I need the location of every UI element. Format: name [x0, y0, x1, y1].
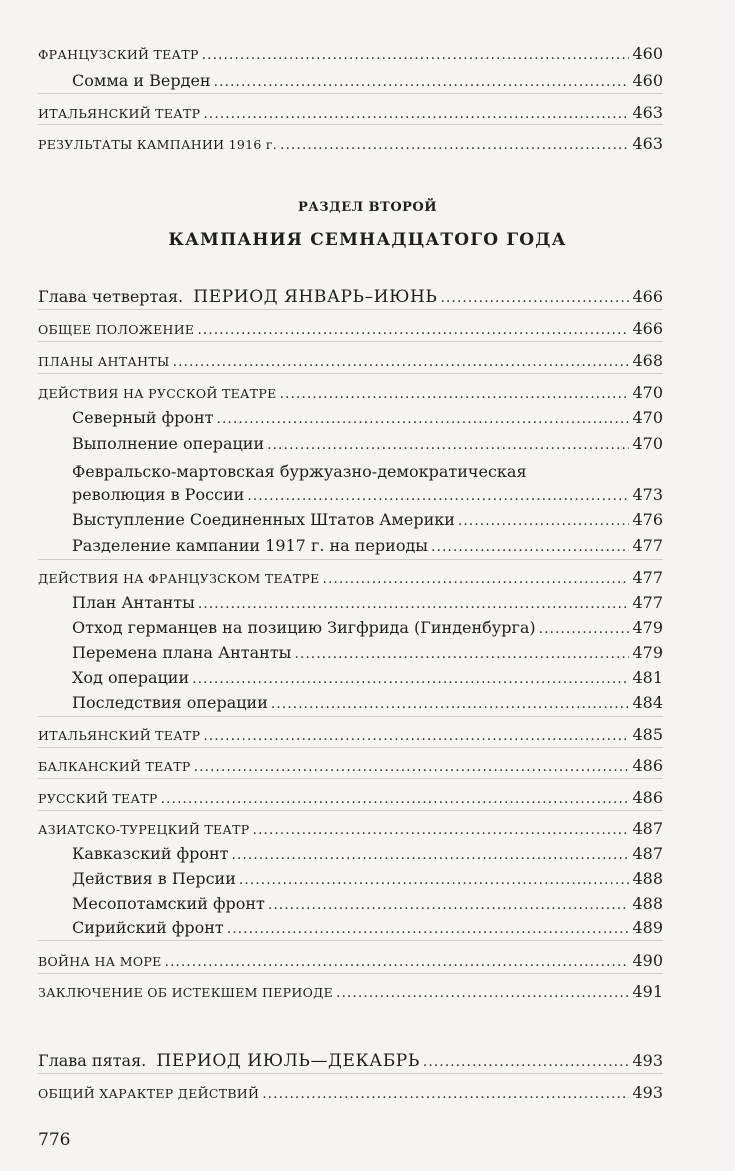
toc-entry — [72, 670, 663, 686]
entry-title: ИТАЛЬЯНСКИЙ ТЕАТР — [38, 728, 201, 743]
entry-title-first-line: Февральско-мартовская буржуазно-демократическая — [72, 462, 527, 481]
toc-entry — [38, 1085, 663, 1101]
toc-entry — [72, 538, 663, 554]
entry-title: ЗАКЛЮЧЕНИЕ ОБ ИСТЕКШЕМ ПЕРИОДЕ — [38, 985, 334, 1000]
toc-entry — [38, 821, 663, 837]
entry-page: 486 — [632, 788, 663, 807]
leader-dots — [280, 387, 630, 401]
toc-entry — [72, 920, 663, 936]
leader-dots — [267, 438, 629, 452]
leader-dots — [165, 955, 630, 969]
entry-title: РЕЗУЛЬТАТЫ КАМПАНИИ 1916 г. — [38, 137, 278, 152]
entry-page: 477 — [632, 568, 663, 587]
divider — [38, 716, 663, 717]
toc-entry — [72, 695, 663, 711]
entry-page: 493 — [632, 1051, 663, 1070]
entry-title: Месопотамский фронт — [72, 894, 265, 913]
entry-title: ОБЩЕЕ ПОЛОЖЕНИЕ — [38, 322, 195, 337]
leader-dots — [268, 898, 630, 912]
divider — [38, 559, 663, 560]
leader-dots — [231, 848, 629, 862]
entry-page: 486 — [632, 756, 663, 775]
toc-entry — [38, 953, 663, 969]
toc-entry — [72, 595, 663, 611]
leader-dots — [423, 1055, 630, 1069]
entry-title: Действия в Персии — [72, 869, 236, 888]
leader-dots — [202, 48, 630, 62]
entry-title: Ход операции — [72, 668, 190, 687]
chapter-entry — [38, 289, 663, 306]
toc-entry — [72, 410, 663, 426]
entry-title: Отход германцев на позицию Зигфрида (Гинденбурга) — [72, 618, 536, 637]
entry-page: 468 — [632, 351, 663, 370]
entry-title: Сомма и Верден — [72, 71, 211, 90]
entry-page: 466 — [632, 287, 663, 306]
entry-title: План Антанты — [72, 593, 195, 612]
divider — [38, 810, 663, 811]
entry-title: Разделение кампании 1917 г. на периоды — [72, 536, 429, 555]
toc-entry — [72, 436, 663, 452]
leader-dots — [214, 75, 630, 89]
leader-dots — [458, 514, 630, 528]
entry-title: БАЛКАНСКИЙ ТЕАТР — [38, 759, 191, 774]
leader-dots — [431, 540, 629, 554]
leader-dots — [262, 1087, 629, 1101]
toc-entry — [38, 136, 663, 152]
toc-entry — [38, 984, 663, 1000]
toc-entry — [38, 790, 663, 806]
leader-dots — [217, 412, 630, 426]
entry-title: Кавказский фронт — [72, 844, 229, 863]
entry-page: 463 — [632, 134, 663, 153]
toc-entry — [38, 727, 663, 743]
leader-dots — [247, 489, 629, 503]
toc-entry — [38, 353, 663, 369]
entry-page: 477 — [632, 593, 663, 612]
leader-dots — [227, 922, 630, 936]
entry-page: 488 — [632, 894, 663, 913]
divider — [38, 747, 663, 748]
entry-page: 487 — [632, 844, 663, 863]
leader-dots — [192, 672, 629, 686]
chapter-title — [38, 1053, 420, 1070]
leader-dots — [336, 986, 629, 1000]
entry-title: революция в России — [72, 485, 245, 504]
entry-page: 470 — [632, 434, 663, 453]
section-label: РАЗДЕЛ ВТОРОЙ — [297, 200, 438, 215]
entry-page: 481 — [632, 668, 663, 687]
leader-dots — [194, 760, 630, 774]
entry-title: Перемена плана Антанты — [72, 643, 292, 662]
divider — [38, 940, 663, 941]
chapter-entry — [38, 1053, 663, 1070]
entry-page: 491 — [632, 982, 663, 1001]
entry-page: 470 — [632, 383, 663, 402]
entry-title: ОБЩИЙ ХАРАКТЕР ДЕЙСТВИЙ — [38, 1086, 260, 1101]
leader-dots — [203, 729, 629, 743]
entry-title: Последствия операции — [72, 693, 268, 712]
toc-entry — [38, 570, 663, 586]
toc-entry — [72, 512, 663, 528]
leader-dots — [539, 622, 630, 636]
leader-dots — [239, 873, 630, 887]
toc-entry — [72, 73, 663, 89]
leader-dots — [280, 138, 629, 152]
leader-dots — [440, 291, 629, 305]
leader-dots — [203, 107, 629, 121]
divider — [38, 124, 663, 125]
divider — [38, 778, 663, 779]
leader-dots — [253, 823, 630, 837]
toc-entry — [72, 645, 663, 661]
chapter-name: ПЕРИОД ЯНВАРЬ–ИЮНЬ — [193, 287, 438, 307]
entry-page: 487 — [632, 819, 663, 838]
section-title: КАМПАНИЯ СЕМНАДЦАТОГО ГОДА — [168, 230, 567, 250]
toc-entry — [72, 620, 663, 636]
entry-page: 489 — [632, 918, 663, 937]
leader-dots — [198, 597, 630, 611]
toc-entry — [72, 871, 663, 887]
toc-entry — [72, 896, 663, 912]
divider — [38, 341, 663, 342]
entry-title: ПЛАНЫ АНТАНТЫ — [38, 354, 170, 369]
toc-entry — [72, 487, 663, 503]
chapter-name: ПЕРИОД ИЮЛЬ—ДЕКАБРЬ — [156, 1051, 420, 1071]
divider — [38, 973, 663, 974]
page-number: 776 — [38, 1130, 71, 1150]
leader-dots — [271, 697, 630, 711]
divider — [38, 373, 663, 374]
chapter-prefix: Глава пятая. — [38, 1051, 147, 1070]
entry-page: 490 — [632, 951, 663, 970]
divider — [38, 309, 663, 310]
divider — [38, 93, 663, 94]
entry-page: 477 — [632, 536, 663, 555]
entry-page: 479 — [632, 643, 663, 662]
leader-dots — [294, 647, 629, 661]
toc-entry — [38, 385, 663, 401]
leader-dots — [197, 323, 629, 337]
entry-page: 476 — [632, 510, 663, 529]
chapter-title — [38, 289, 437, 306]
leader-dots — [173, 355, 630, 369]
toc-entry — [72, 846, 663, 862]
entry-title: Северный фронт — [72, 408, 214, 427]
divider — [38, 1073, 663, 1074]
chapter-prefix: Глава четвертая. — [38, 287, 184, 306]
toc-entry — [38, 46, 663, 62]
entry-title: Сирийский фронт — [72, 918, 224, 937]
entry-page: 470 — [632, 408, 663, 427]
toc-entry — [38, 105, 663, 121]
entry-page: 493 — [632, 1083, 663, 1102]
leader-dots — [323, 572, 630, 586]
entry-page: 485 — [632, 725, 663, 744]
entry-page: 463 — [632, 103, 663, 122]
entry-title: АЗИАТСКО-ТУРЕЦКИЙ ТЕАТР — [38, 822, 250, 837]
leader-dots — [161, 792, 630, 806]
toc-entry — [38, 321, 663, 337]
entry-title: ДЕЙСТВИЯ НА ФРАНЦУЗСКОМ ТЕАТРЕ — [38, 571, 320, 586]
entry-page: 479 — [632, 618, 663, 637]
entry-page: 460 — [632, 71, 663, 90]
entry-page: 460 — [632, 44, 663, 63]
entry-page: 484 — [632, 693, 663, 712]
entry-title: ФРАНЦУЗСКИЙ ТЕАТР — [38, 47, 199, 62]
entry-title: Выступление Соединенных Штатов Америки — [72, 510, 455, 529]
entry-title: ИТАЛЬЯНСКИЙ ТЕАТР — [38, 106, 201, 121]
entry-page: 473 — [632, 485, 663, 504]
toc-entry — [38, 758, 663, 774]
entry-page: 488 — [632, 869, 663, 888]
entry-title: Выполнение операции — [72, 434, 265, 453]
entry-title: РУССКИЙ ТЕАТР — [38, 791, 158, 806]
entry-title: ДЕЙСТВИЯ НА РУССКОЙ ТЕАТРЕ — [38, 386, 277, 401]
entry-page: 466 — [632, 319, 663, 338]
entry-title: ВОЙНА НА МОРЕ — [38, 954, 162, 969]
